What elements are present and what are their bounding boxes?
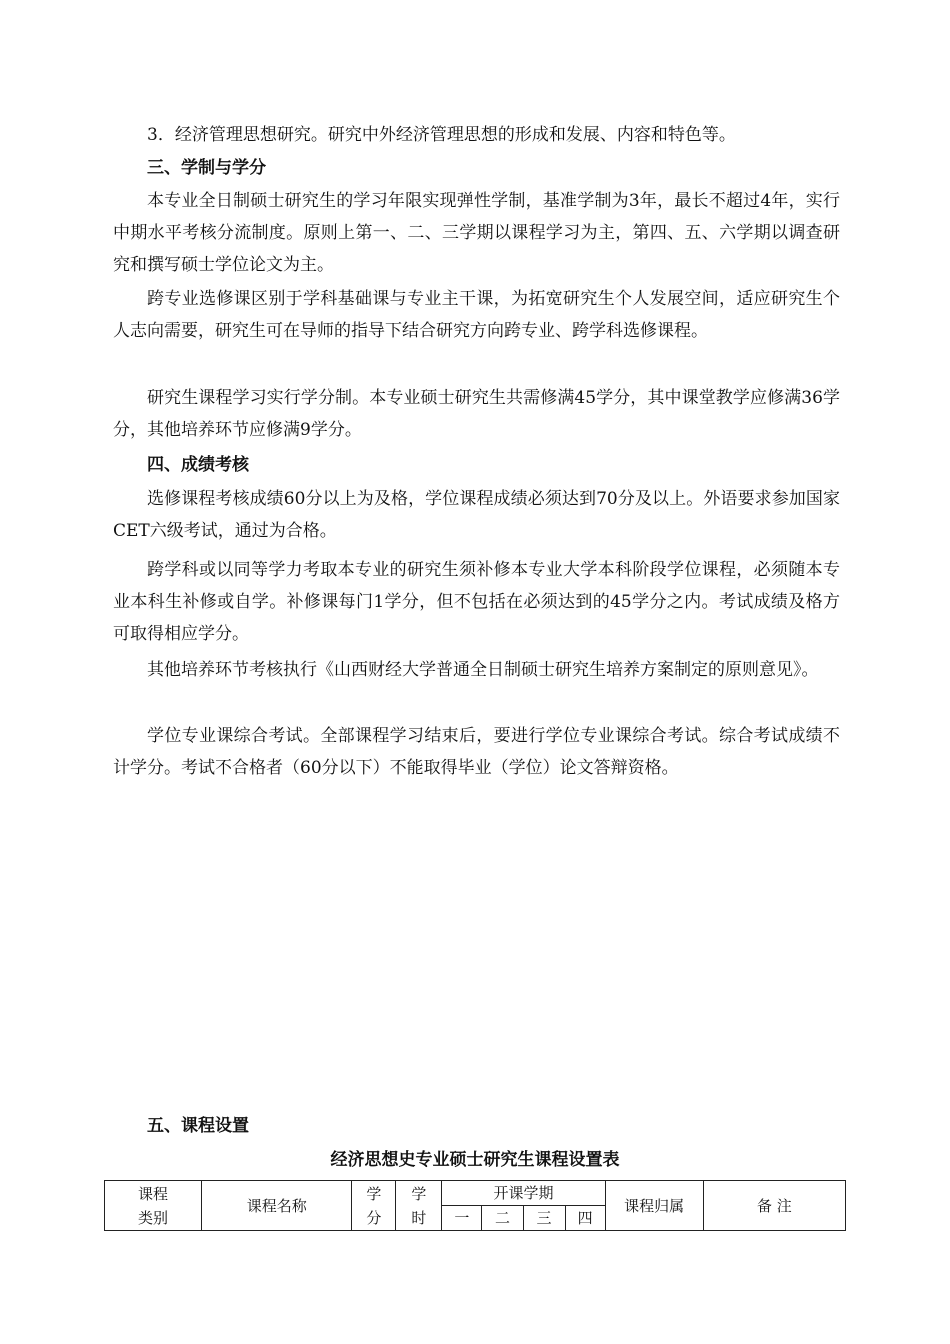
table-header-row xyxy=(105,1181,846,1206)
header-semester: 开课学期 xyxy=(442,1181,605,1206)
paragraph-research-direction-3: 3．经济管理思想研究。研究中外经济管理思想的形成和发展、内容和特色等。 xyxy=(147,125,736,145)
header-credits-line1: 学 xyxy=(366,1184,382,1203)
header-semester-3: 三 xyxy=(523,1206,565,1231)
header-hours xyxy=(396,1181,442,1231)
header-semester-4: 四 xyxy=(565,1206,605,1231)
header-credits-line2: 分 xyxy=(366,1208,382,1227)
header-category-line2: 类别 xyxy=(138,1208,169,1227)
paragraph-supplementary-courses: 跨学科或以同等学力考取本专业的研究生须补修本专业大学本科阶段学位课程，必须随本专业本科生补修或自学。补修课每门1学分，但不包括在必须达到的45学分之内。考试成绩及格方可取得相应学分。 xyxy=(113,560,840,644)
header-credits xyxy=(352,1181,396,1231)
header-course-owner: 课程归属 xyxy=(605,1181,703,1231)
paragraph-study-duration: 本专业全日制硕士研究生的学习年限实现弹性学制，基准学制为3年，最长不超过4年，实行中期水平考核分流制度。原则上第一、二、三学期以课程学习为主，第四、五、六学期以调查研究和撰写硕士学位论文为主。 xyxy=(113,191,840,275)
section-heading-3: 三、学制与学分 xyxy=(147,158,266,178)
table-title: 经济思想史专业硕士研究生课程设置表 xyxy=(330,1150,620,1170)
header-semester-1: 一 xyxy=(442,1206,482,1231)
header-notes: 备 注 xyxy=(703,1181,845,1231)
header-semester-2: 二 xyxy=(482,1206,523,1231)
section-heading-5: 五、课程设置 xyxy=(147,1116,249,1136)
paragraph-cross-major-electives: 跨专业选修课区别于学科基础课与专业主干课，为拓宽研究生个人发展空间，适应研究生个人志向需要，研究生可在导师的指导下结合研究方向跨专业、跨学科选修课程。 xyxy=(113,289,840,341)
header-course-name: 课程名称 xyxy=(202,1181,352,1231)
header-category-line1: 课程 xyxy=(138,1184,169,1203)
header-category xyxy=(105,1181,202,1231)
paragraph-grading: 选修课程考核成绩60分以上为及格，学位课程成绩必须达到70分及以上。外语要求参加国家CET六级考试，通过为合格。 xyxy=(113,489,840,541)
header-hours-line2: 时 xyxy=(411,1208,427,1227)
course-table xyxy=(104,1180,846,1231)
paragraph-comprehensive-exam: 学位专业课综合考试。全部课程学习结束后，要进行学位专业课综合考试。综合考试成绩不计学分。考试不合格者（60分以下）不能取得毕业（学位）论文答辩资格。 xyxy=(113,726,840,778)
section-heading-4: 四、成绩考核 xyxy=(147,455,249,475)
header-hours-line1: 学 xyxy=(411,1184,427,1203)
paragraph-credit-system: 研究生课程学习实行学分制。本专业硕士研究生共需修满45学分，其中课堂教学应修满36学分，其他培养环节应修满9学分。 xyxy=(113,388,840,440)
paragraph-other-assessment: 其他培养环节考核执行《山西财经大学普通全日制硕士研究生培养方案制定的原则意见》。 xyxy=(147,660,819,680)
